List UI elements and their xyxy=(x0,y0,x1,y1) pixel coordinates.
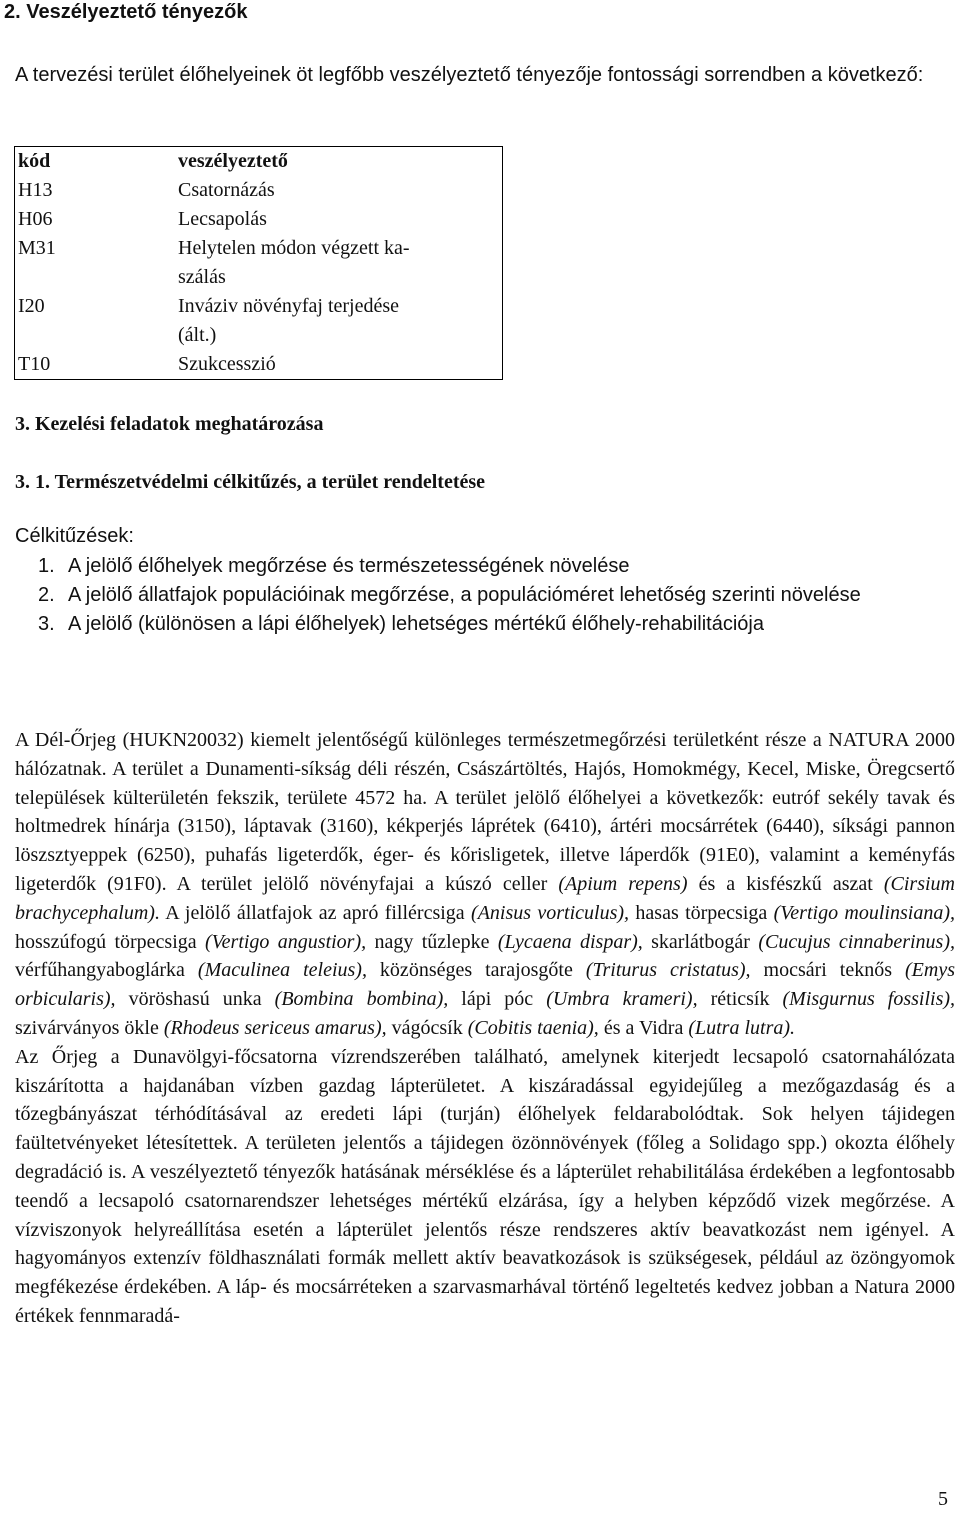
table-header-row xyxy=(15,147,502,176)
goal-text: A jelölő (különösen a lápi élőhelyek) lehetséges mértékű élőhely-rehabilitációja xyxy=(68,613,764,635)
goals-list xyxy=(38,552,956,639)
table-cell-threat: Inváziv növényfaj terjedése (ált.) xyxy=(178,295,400,346)
goal-number: 2. xyxy=(38,584,55,606)
body-text xyxy=(15,726,955,1331)
list-item xyxy=(38,552,956,581)
page-number: 5 xyxy=(938,1488,948,1510)
goal-text: A jelölő állatfajok populációinak megőrzése, a populációméret lehetőség szerinti növelése xyxy=(68,584,861,606)
table-cell-code: H13 xyxy=(18,179,53,201)
table-cell-threat: Szukcesszió xyxy=(178,353,276,375)
table-row xyxy=(15,234,502,292)
section-heading-3-1: 3. 1. Természetvédelmi célkitűzés, a terület rendeltetése xyxy=(15,471,486,493)
table-row xyxy=(15,350,502,379)
table-cell-threat: Lecsapolás xyxy=(178,208,267,230)
table-row xyxy=(15,292,502,350)
goal-number: 1. xyxy=(38,555,55,577)
table-header-code: kód xyxy=(18,150,51,172)
list-item xyxy=(38,581,956,610)
table-cell-threat: Helytelen módon végzett ka- szálás xyxy=(178,237,410,288)
list-item xyxy=(38,610,956,639)
goal-text: A jelölő élőhelyek megőrzése és természetességének növelése xyxy=(68,555,630,577)
table-cell-code: I20 xyxy=(18,295,45,317)
table-cell-threat: Csatornázás xyxy=(178,179,275,201)
table-header-threat: veszélyeztető xyxy=(178,150,288,172)
table-cell-code: H06 xyxy=(18,208,53,230)
intro-paragraph: A tervezési terület élőhelyeinek öt legfőbb veszélyeztető tényezője fontossági sorrendben a következő: xyxy=(15,64,924,86)
paragraph-management: Az Őrjeg a Dunavölgyi-főcsatorna vízrendszerében található, amelynek kiterjedt lecsapoló csatornahálózata kiszárította a hajdanában vízben gazdag lápterületet. A kiszáradással egyidejűleg a mezőgazdaság és a tőzegbányászat térhódításával az eredeti lápi (turján) élőhelyek feldarabolódtak. Sok helyen tájidegen faültetvényeket létesítettek. A területen jelentős a tájidegen özönnövények (főleg a Solidago spp.) okozta élőhely degradáció is. A veszélyeztető tényezők hatásának mérséklése és a lápterület rehabilitálása érdekében a legfontosabb teendő a lecsapoló csatornarendszer lehetséges mértékű elzárása, így a helyben képződő vizek megőrzése. A vízviszonyok helyreállítása esetén a lápterület jelentős része rendszeres aktív beavatkozást nem igényel. A hagyományos extenzív földhasználati formák mellett aktív beavatkozások is szükségesek, például az özöngyomok megfékezése érdekében. A láp- és mocsárréteken a szarvasmarhával történő legeltetés kedvez jobban a Natura 2000 értékek fennmaradá- xyxy=(15,1045,955,1327)
section-heading-2: 2. Veszélyeztető tényezők xyxy=(4,1,248,23)
goal-number: 3. xyxy=(38,613,55,635)
table-row xyxy=(15,205,502,234)
table-cell-code: T10 xyxy=(18,353,51,375)
table-cell-code: M31 xyxy=(18,237,56,259)
table-row xyxy=(15,176,502,205)
section-heading-3: 3. Kezelési feladatok meghatározása xyxy=(15,413,324,435)
paragraph-site-description: A Dél-Őrjeg (HUKN20032) kiemelt jelentőségű különleges természetmegőrzési területként része a NATURA 2000 hálózatnak. A terület a Dunamenti-síkság déli részén, Császártöltés, Hajós, Homokmégy, Kecel, Miske, Öregcsertő települések külterületén fekszik, területe 4572 ha. A terület jelölő élőhelyei a következők: eutróf sekély tavak és holtmedrek hínárja (3150), láptavak (3160), kékperjés láprétek (6410), ártéri mocsárrétek (6440), síksági pannon löszsztyeppek (6250), puhafás ligeterdők, éger- és kőrisligetek, illetve láperdők (91E0), valamint a keményfás ligeterdők (91F0). A terület jelölő növényfajai a kúszó celler (Apium repens) és a kisfészkű aszat (Cirsium brachycephalum). A jelölő állatfajok az apró fillércsiga (Anisus vorticulus), hasas törpecsiga (Vertigo moulinsiana), hosszúfogú törpecsiga (Vertigo angustior), nagy tűzlepke (Lycaena dispar), skarlátbogár (Cucujus cinnaberinus), vérfűhangyaboglárka (Maculinea teleius), közönséges tarajosgőte (Triturus cristatus), mocsári teknős (Emys orbicularis), vöröshasú unka (Bombina bombina), lápi póc (Umbra krameri), réticsík (Misgurnus fossilis), szivárványos ökle (Rhodeus sericeus amarus), vágócsík (Cobitis taenia), és a Vidra (Lutra lutra). xyxy=(15,729,956,1039)
goals-label: Célkitűzések: xyxy=(15,525,134,547)
threat-table xyxy=(14,146,503,380)
